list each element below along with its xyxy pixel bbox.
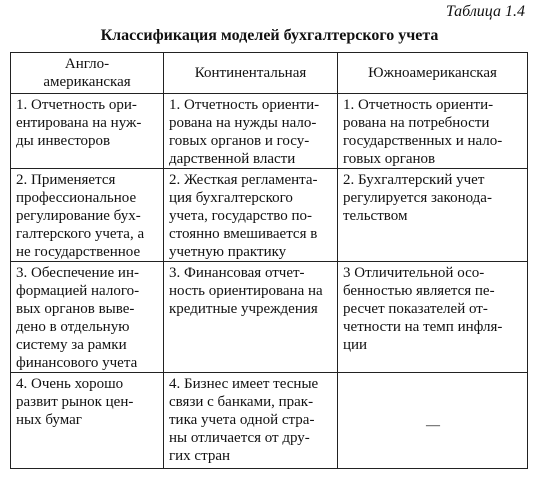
table-cell: 3. Финансовая отчет- ность ориентирована на кредитные учреждения xyxy=(164,262,338,373)
table-title: Классификация моделей бухгалтерского учета xyxy=(100,27,439,44)
header-continental: Континентальная xyxy=(164,53,338,94)
table-cell: 2. Применяется профессиональное регулирование бух- галтерского учета, а не государственное xyxy=(11,169,164,262)
table-row xyxy=(11,373,528,469)
header-south-american: Южноамериканская xyxy=(338,53,528,94)
table-cell: 3. Обеспечение ин- формацией налого- вых органов выве- дено в отдельную систему за рамки финансового учета xyxy=(11,262,164,373)
table-cell: 3 Отличительной осо- бенностью является пе- ресчет показателей от- четности на темп инфля- ции xyxy=(338,262,528,373)
dash-placeholder: — xyxy=(426,417,440,433)
table-row xyxy=(11,262,528,373)
table-cell: 1. Отчетность ориенти- рована на нужды нало- говых органов и госу- дарственной власти xyxy=(164,94,338,169)
table-cell: 4. Очень хорошо развит рынок цен- ных бумаг xyxy=(11,373,164,469)
table-header-row xyxy=(11,53,528,94)
table-cell: 2. Бухгалтерский учет регулируется законода- тельством xyxy=(338,169,528,262)
table-number: Таблица 1.4 xyxy=(445,3,525,20)
table-cell-empty xyxy=(338,373,528,469)
table-cell: 1. Отчетность ориенти- рована на потребности государственных и нало- говых органов xyxy=(338,94,528,169)
table-row xyxy=(11,94,528,169)
table-cell: 1. Отчетность ори- ентирована на нуж- ды инвесторов xyxy=(11,94,164,169)
table-cell: 2. Жесткая регламента- ция бухгалтерского учета, государство по- стоянно вмешивается в учетную практику xyxy=(164,169,338,262)
header-anglo-american: Англо- американская xyxy=(11,53,164,94)
classification-table xyxy=(10,52,528,469)
table-row xyxy=(11,169,528,262)
table-cell: 4. Бизнес имеет тесные связи с банками, прак- тика учета одной стра- ны отличается от дру- гих стран xyxy=(164,373,338,469)
